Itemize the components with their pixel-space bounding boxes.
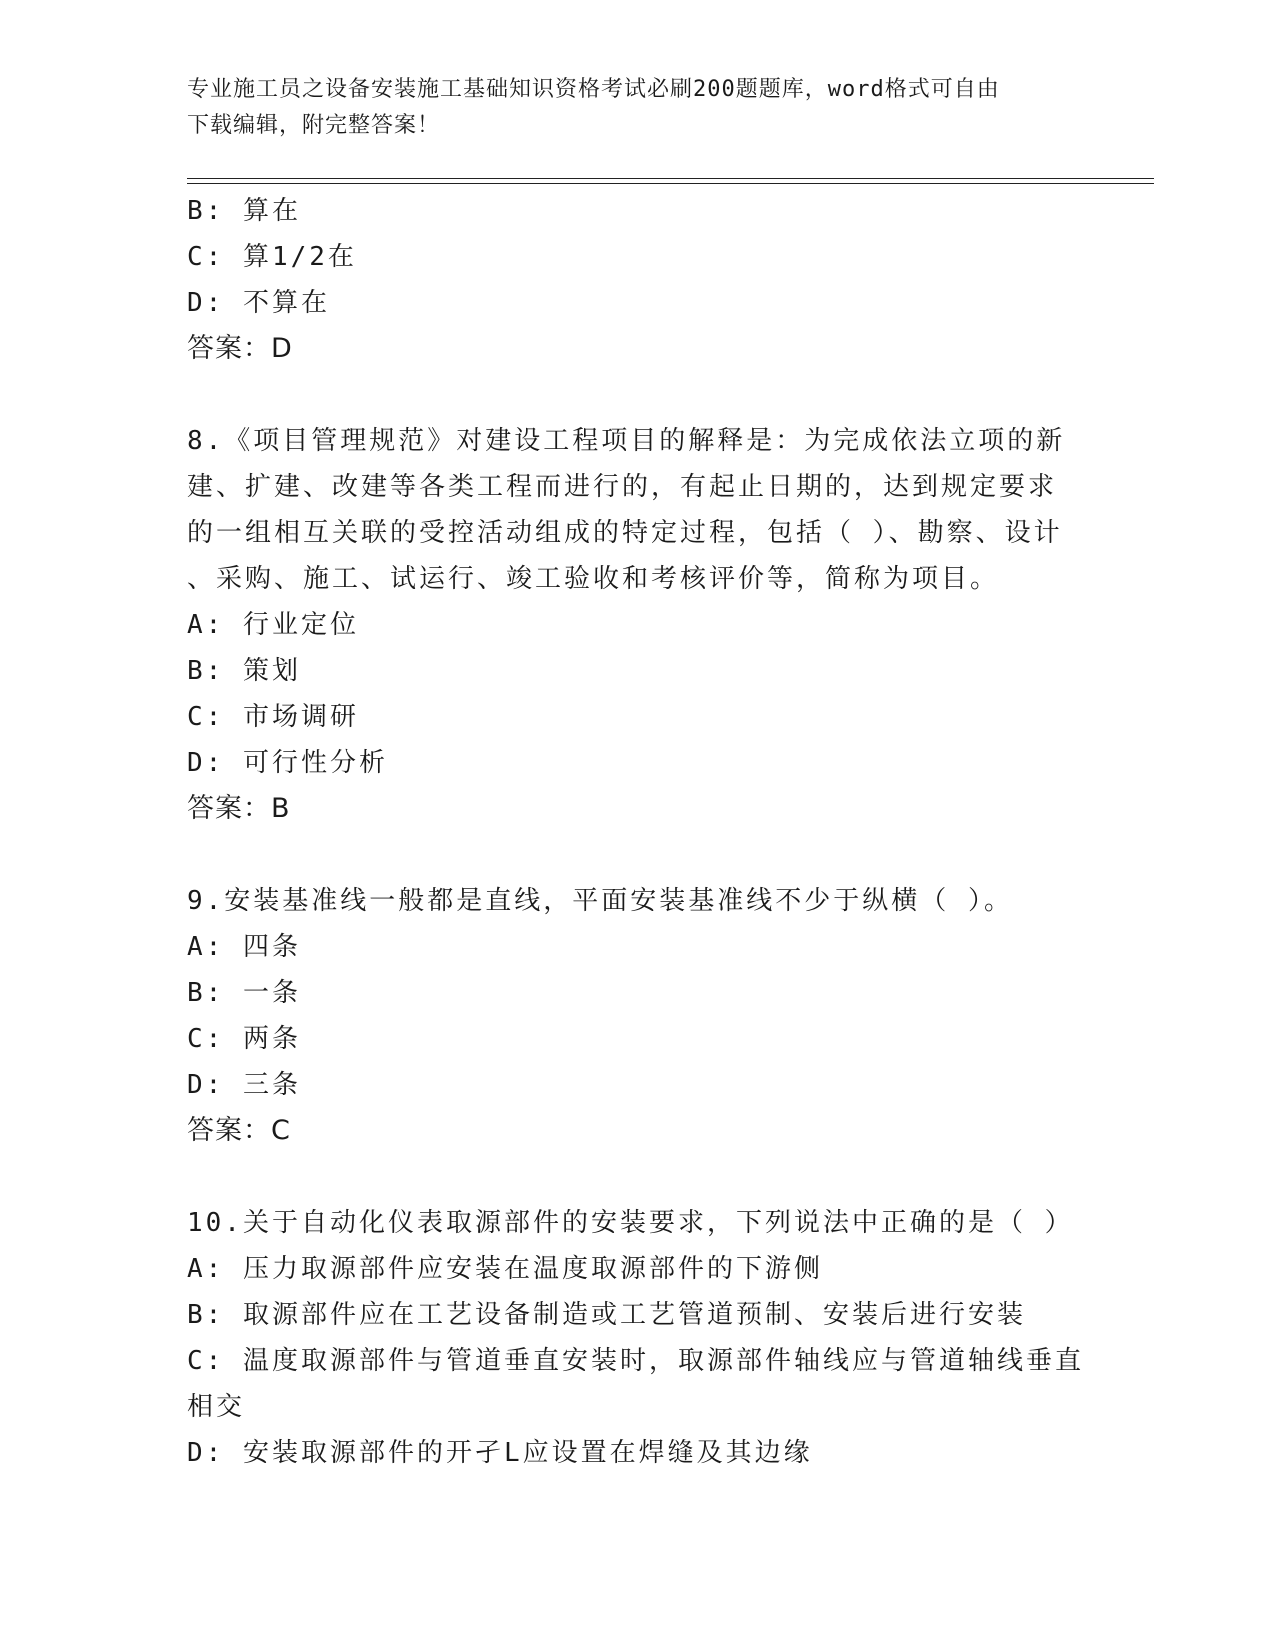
option-a: A: 压力取源部件应安装在温度取源部件的下游侧 — [187, 1254, 823, 1284]
option-d: D: 可行性分析 — [187, 748, 388, 778]
question-9-block — [187, 878, 1087, 1154]
option-c: C: 算1/2在 — [187, 242, 357, 272]
question-10-text: 10.关于自动化仪表取源部件的安装要求，下列说法中正确的是（ ） — [187, 1208, 1074, 1238]
question-text-line: 建、扩建、改建等各类工程而进行的，有起止日期的，达到规定要求 — [187, 472, 1058, 502]
header-title-line-1: 专业施工员之设备安装施工基础知识资格考试必刷200题题库，word格式可自由 — [187, 77, 1000, 102]
page-header — [187, 72, 1087, 144]
question-10-block — [187, 1200, 1087, 1476]
question-content — [187, 188, 1087, 1476]
option-b: B: 一条 — [187, 978, 301, 1008]
option-c-continuation: 相交 — [187, 1392, 246, 1422]
question-9-text: 9.安装基准线一般都是直线，平面安装基准线不少于纵横（ ）。 — [187, 886, 1013, 916]
question-text-line: 的一组相互关联的受控活动组成的特定过程，包括（ ）、勘察、设计 — [187, 518, 1063, 548]
option-c: C: 市场调研 — [187, 702, 359, 732]
option-a: A: 四条 — [187, 932, 301, 962]
header-divider-bottom — [187, 183, 1154, 184]
prev-question-block — [187, 188, 1087, 372]
option-a: A: 行业定位 — [187, 610, 359, 640]
answer-label: 答案：D — [187, 333, 293, 364]
header-divider-top — [187, 178, 1154, 179]
header-title-line-2: 下载编辑，附完整答案！ — [187, 113, 441, 138]
question-8-text — [187, 418, 1087, 602]
question-text-line: 、采购、施工、试运行、竣工验收和考核评价等，简称为项目。 — [187, 564, 1000, 594]
answer-label: 答案：C — [187, 1115, 291, 1146]
option-c: C: 两条 — [187, 1024, 301, 1054]
option-b: B: 算在 — [187, 196, 301, 226]
option-d: D: 三条 — [187, 1070, 301, 1100]
spacer — [187, 832, 1087, 878]
option-b: B: 策划 — [187, 656, 301, 686]
option-d: D: 安装取源部件的开孑L应设置在焊缝及其边缘 — [187, 1438, 813, 1468]
question-text-line: 8.《项目管理规范》对建设工程项目的解释是：为完成依法立项的新 — [187, 426, 1066, 456]
spacer — [187, 1154, 1087, 1200]
answer-label: 答案：B — [187, 793, 291, 824]
spacer — [187, 372, 1087, 418]
option-c: C: 温度取源部件与管道垂直安装时，取源部件轴线应与管道轴线垂直 — [187, 1346, 1084, 1376]
option-d: D: 不算在 — [187, 288, 330, 318]
option-b: B: 取源部件应在工艺设备制造或工艺管道预制、安装后进行安装 — [187, 1300, 1026, 1330]
question-8-block — [187, 418, 1087, 832]
